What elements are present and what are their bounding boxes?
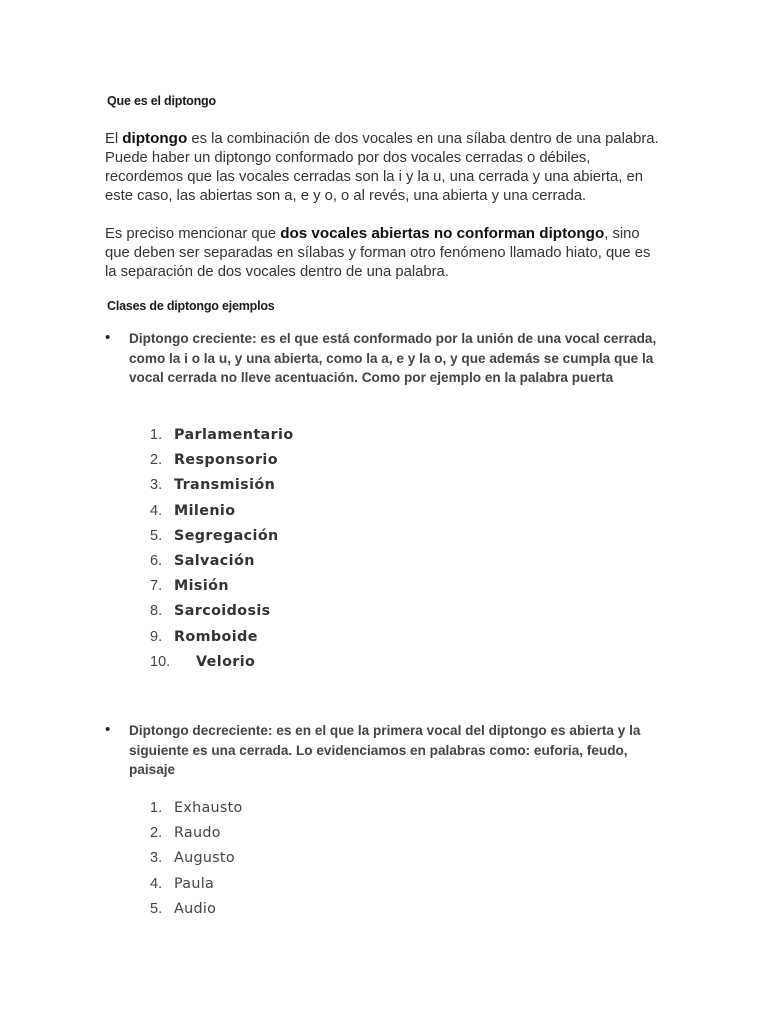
list-item-text: Sarcoidosis (174, 603, 271, 620)
list-item-number: 4. (150, 502, 163, 519)
list-item (150, 798, 243, 823)
list-item (150, 526, 294, 551)
list-item-number: 2. (150, 825, 163, 842)
list-item-text: Segregación (174, 527, 279, 544)
bullet-dot-icon: • (105, 721, 111, 738)
list-item-text: Audio (174, 900, 217, 917)
list-item (150, 551, 294, 576)
list-item-number: 10. (150, 653, 171, 670)
list-item-number: 4. (150, 875, 163, 892)
heading-que-es-diptongo: Que es el diptongo (107, 94, 216, 108)
list-item (150, 848, 243, 873)
list-item (150, 475, 294, 500)
list-item-text: Parlamentario (174, 427, 294, 443)
paragraph-definition-post: es la combinación de dos vocales en una sílaba dentro de una palabra. Puede haber un diptongo conformado por dos vocales cerradas o débiles, recordemos que las vocales cerradas son la i y la u, una cerrada y una abierta, en este caso, las abiertas son a, e y o, o al revés, una abierta y una cerrada. (105, 131, 659, 204)
list-item (150, 627, 294, 652)
paragraph-hiato (105, 224, 665, 282)
paragraph-definition (105, 129, 665, 206)
paragraph-hiato-pre: Es preciso mencionar que (105, 226, 281, 242)
paragraph-hiato-post: , sino que deben ser separadas en sílabas y forman otro fenómeno llamado hiato, que es la separación de dos vocales dentro de una palabra. (105, 226, 651, 280)
list-item (150, 576, 294, 601)
heading-clases-diptongo: Clases de diptongo ejemplos (107, 299, 275, 313)
list-item (150, 450, 294, 475)
bullet-text-creciente: Diptongo creciente: es el que está conformado por la unión de una vocal cerrada, como la i o la u, y una abierta, como la a, e y la o, y que además se cumpla que la vocal cerrada no lleve acentuación. Como por ejemplo en la palabra puerta (129, 331, 657, 385)
paragraph-hiato-bold: dos vocales abiertas no conforman diptongo (280, 225, 605, 242)
list-item-number: 8. (150, 603, 163, 620)
list-item-text: Exhausto (174, 800, 243, 816)
list-item-text: Romboide (174, 628, 258, 645)
list-item-text: Transmisión (174, 477, 276, 494)
list-item-number: 9. (150, 628, 163, 645)
list-decreciente-examples (150, 798, 243, 924)
list-item (150, 425, 294, 450)
list-item-text: Raudo (174, 825, 221, 842)
list-item (150, 823, 243, 848)
list-item-text: Velorio (196, 653, 256, 670)
bullet-text-decreciente: Diptongo decreciente: es en el que la primera vocal del diptongo es abierta y la siguiente es una cerrada. Lo evidenciamos en palabras como: euforia, feudo, paisaje (129, 723, 641, 777)
bullet-dot-icon: • (105, 329, 111, 346)
list-item-number: 5. (150, 900, 163, 917)
list-item-number: 6. (150, 552, 163, 569)
list-item-text: Responsorio (174, 452, 278, 469)
list-item-number: 2. (150, 452, 163, 469)
list-item-number: 1. (150, 427, 163, 443)
list-item (150, 652, 294, 677)
list-item-text: Paula (174, 875, 215, 892)
list-item-text: Misión (174, 578, 229, 595)
paragraph-definition-pre: El (105, 131, 123, 147)
list-item-number: 3. (150, 477, 163, 494)
list-creciente-examples (150, 425, 294, 677)
list-item-text: Salvación (174, 552, 255, 569)
list-item-text: Milenio (174, 502, 236, 519)
list-item (150, 501, 294, 526)
list-item (150, 899, 243, 924)
list-item-number: 3. (150, 850, 163, 867)
list-item-number: 7. (150, 578, 163, 595)
list-item (150, 601, 294, 626)
list-item (150, 874, 243, 899)
list-item-number: 1. (150, 800, 163, 816)
list-item-text: Augusto (174, 850, 235, 867)
paragraph-definition-bold: diptongo (122, 130, 188, 147)
list-item-number: 5. (150, 527, 163, 544)
